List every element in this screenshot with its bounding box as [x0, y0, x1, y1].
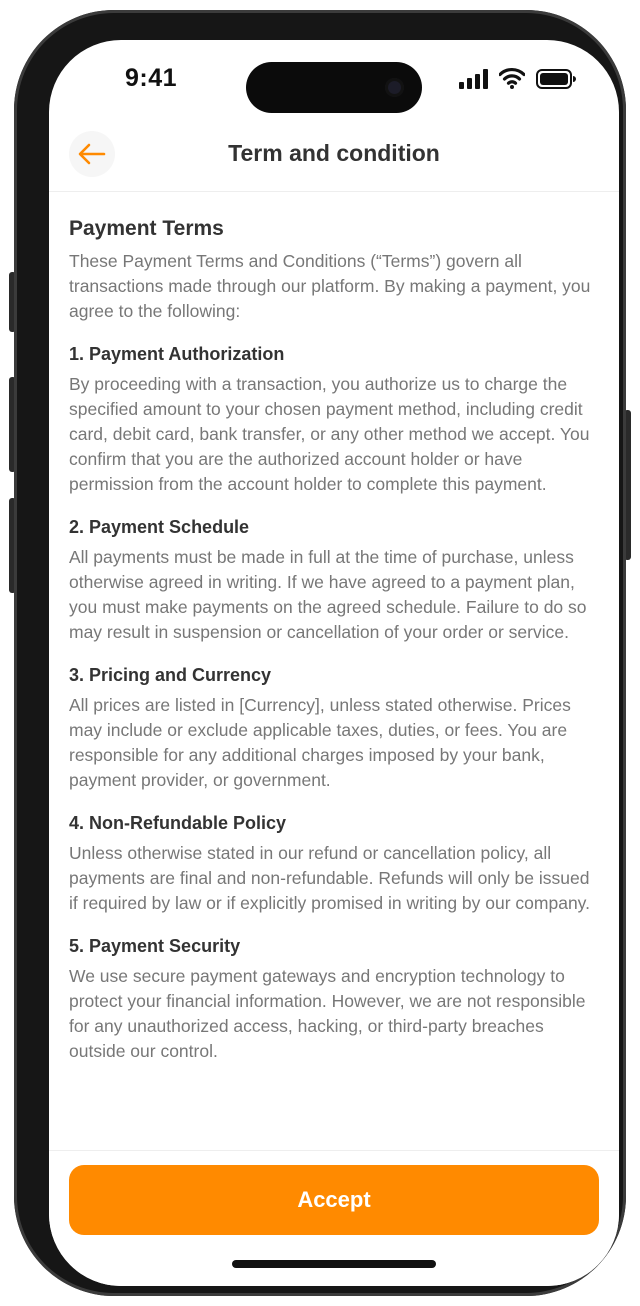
- screen: [49, 40, 619, 1286]
- terms-content[interactable]: [69, 210, 601, 1150]
- section-title: 3. Pricing and Currency: [69, 665, 272, 685]
- status-time: 9:41: [125, 64, 178, 92]
- header: [49, 120, 619, 192]
- page-title: Term and condition: [228, 140, 440, 166]
- home-indicator[interactable]: [232, 1260, 436, 1268]
- section-title: 4. Non-Refundable Policy: [69, 813, 287, 833]
- status-bar: [49, 40, 619, 120]
- section-title: 2. Payment Schedule: [69, 517, 250, 537]
- section-body: We use secure payment gateways and encryption technology to protect your financial information. However, we are not responsible for any unauthorized access, hacking, or third-party breaches outside our control.: [69, 966, 586, 1061]
- section-body: Unless otherwise stated in our refund or cancellation policy, all payments are final and non-refundable. Refunds will only be issued if required by law or if explicitly promised in writing by our company.: [69, 843, 590, 913]
- section-title: 5. Payment Security: [69, 936, 241, 956]
- section-body: All prices are listed in [Currency], unless stated otherwise. Prices may include or exclude applicable taxes, duties, or fees. You are responsible for any additional charges imposed by your bank, payment provider, or government.: [69, 695, 571, 790]
- section-body: All payments must be made in full at the time of purchase, unless otherwise agreed in writing. If we have agreed to a payment plan, you must make payments on the agreed schedule. Failure to do so may result in suspension or cancellation of your order or service.: [69, 547, 587, 642]
- battery-icon: [536, 69, 576, 89]
- accept-button[interactable]: Accept: [69, 1165, 599, 1235]
- dynamic-island: [246, 62, 422, 113]
- section-body: By proceeding with a transaction, you authorize us to charge the specified amount to your chosen payment method, including credit card, debit card, bank transfer, or any other method we accept. You confirm that you are the authorized account holder or have permission from the account holder to complete this payment.: [69, 374, 590, 494]
- terms-heading: Payment Terms: [69, 217, 224, 240]
- terms-intro: These Payment Terms and Conditions (“Terms”) govern all transactions made through our platform. By making a payment, you agree to the following:: [69, 251, 591, 321]
- cellular-signal-icon: [459, 69, 489, 89]
- camera-icon: [385, 78, 404, 97]
- section-title: 1. Payment Authorization: [69, 344, 285, 364]
- wifi-icon: [499, 67, 525, 89]
- phone-frame: [14, 10, 626, 1296]
